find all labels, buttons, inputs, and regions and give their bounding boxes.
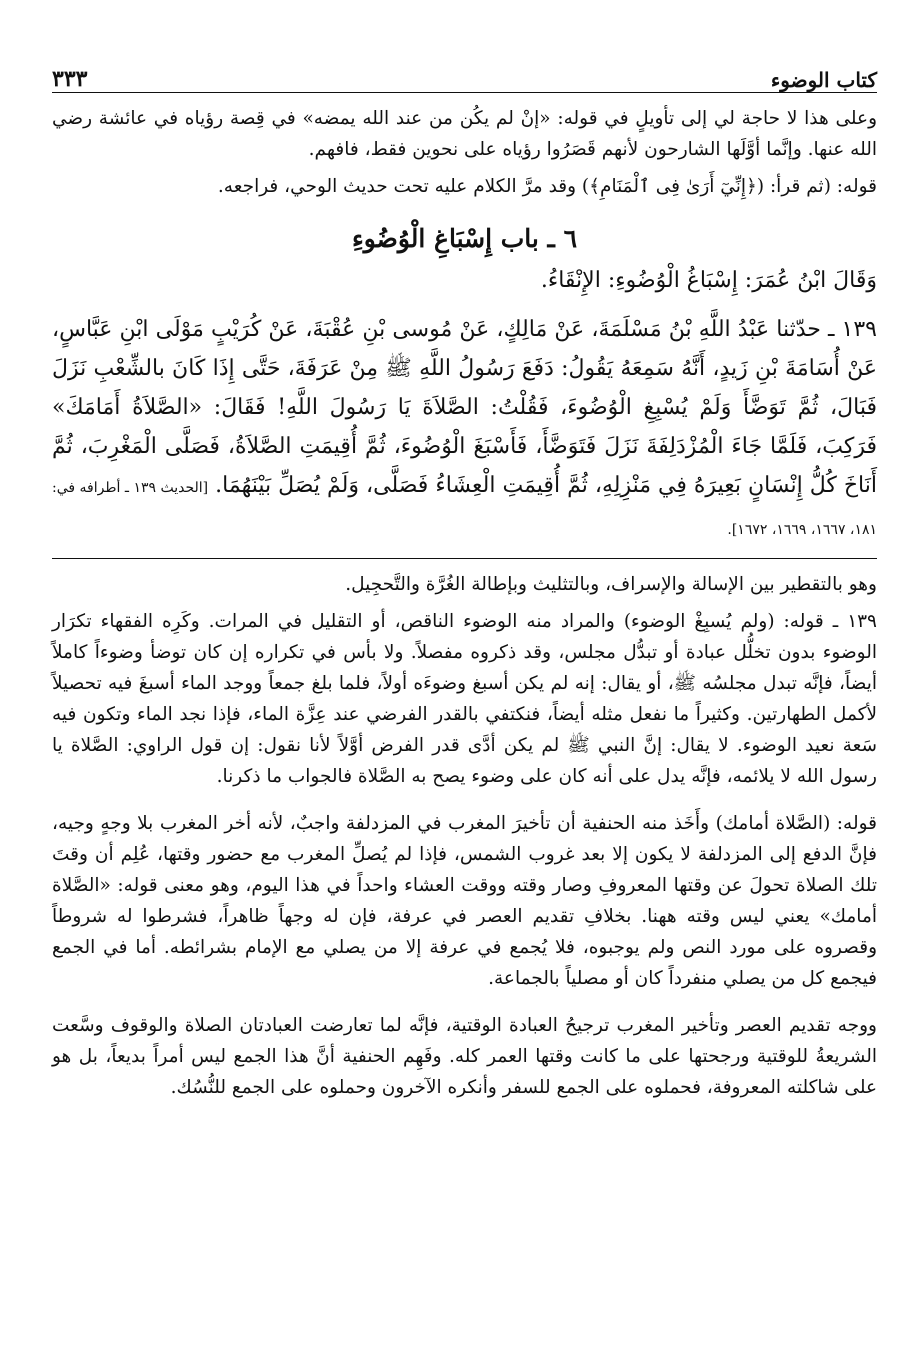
book-title: كتاب الوضوء (770, 68, 877, 92)
commentary-paragraph: ووجه تقديم العصر وتأخير المغرب ترجيحُ العبادة الوقتية، فإنَّه لما تعارضت العبادتان الصلاة والوقوف وسَّعت الشريعةُ للوقتية ورجحتها على ما كانت وقتها العمر كله. وفَهِم الحنفية أنَّ هذا الجمع ليس أمراً بديعاً، بل هو على شاكلته المعروفة، فحملوه على الجمع للسفر وأنكره الآخرون وحملوه على الجمع للنُّسُك. (52, 1015, 877, 1098)
commentary-paragraph: قوله: (ثم قرأ: (﴿إِنِّيٓ أَرَىٰ فِى ٱلْمَنَامِ﴾) وقد مرَّ الكلام عليه تحت حديث الوحي، فراجعه. (217, 176, 877, 197)
commentary-paragraph: وعلى هذا لا حاجة لي إلى تأويلٍ في قوله: «إنْ لم يكُن من عند الله يمضه» في قِصة رؤياه في عائشة رضي الله عنها. وإنَّما أوَّلَها الشارحون لأنهم قَصَرُوا رؤياه على نحوين فقط، فافهم. (52, 108, 877, 160)
hadith-text (52, 310, 877, 550)
hadith-reference: [الحديث ١٣٩ ـ أطرافه في: ١٨١، ١٦٦٧، ١٦٦٩، ١٦٧٢]. (52, 480, 877, 538)
running-header (52, 48, 877, 93)
commentary-paragraph: ١٣٩ ـ قوله: (ولم يُسبِغْ الوضوء) والمراد منه الوضوء الناقص، أو التقليل في المرات. وكَرِه الفقهاء تكرَار الوضوء بدون تخلُّل عبادة أو تبدُّل مجلس، وقد ذكروه مفصلاً. ولا بأس في تكراره إن كان توضأ وضوءاً كاملاً أيضاً، فإنَّه تبدل مجلسُه ﷺ، أو يقال: إنه لم يكن أسبغ وضوءَه أولاً، فلما بلغ جمعاً ووجد الماء أسبغَ فيه تحصيلاً لأكمل الطهارتين. وكثيراً ما نفعل مثله أيضاً، فنكتفي بالقدر الفرضي عند عِزَّة الماء، فإذا نجد الماء وتكون فيه سَعة نعيد الوضوء. لا يقال: إنَّ النبي ﷺ لم يكن أدَّى قدر الفرض أوَّلاً لأنا نقول: إن قول الراوي: الصَّلاة يا رسول الله لا يلائمه، فإنَّه يدل على أنه كان على وضوء يصح به الصَّلاة فالجواب ما ذكرنا. (52, 611, 877, 787)
chapter-heading: ٦ ـ باب إِسْبَاغِ الْوُضُوءِ (351, 224, 578, 253)
divider (52, 558, 877, 559)
commentary-paragraph: وهو بالتقطير بين الإسالة والإسراف، وبالتثليث وبإطالة الغُرَّة والتَّحجِيل. (345, 574, 877, 595)
page-number: ٣٣٣ (52, 66, 88, 92)
commentary-paragraph: قوله: (الصَّلاة أمامك) وأَخَذ منه الحنفية أن تأخيرَ المغرب في المزدلفة واجبٌ، لأنه أخر المغرب بلا وجهٍ وجيه، فإنَّ الدفع إلى المزدلفة لا يكون إلا بعد غروب الشمس، فإذا لم يُصلِّ المغرب مع حضور وقتها، عُلِم أن وقتَ تلك الصلاة تحولَ عن وقتها المعروفِ وصار وقته ووقت العشاء واحداً في هذا اليوم، وهو معنى قوله: «الصَّلاة أمامك» يعني ليس وقته ههنا. بخلافِ تقديم العصر في عرفة، فإن له وجهاً ظاهراً، فشرطوا له شروطاً وقصروه على مورد النص ولم يوجبوه، فلا يُجمع في عرفة إلا من يصلي مع الإمام بشرائطه. أما في الجمع فيجمع كل من يصلي منفرداً كان أو مصلياً بالجماعة. (52, 813, 877, 989)
hadith-body: ١٣٩ ـ حدّثنا عَبْدُ اللَّهِ بْنُ مَسْلَمَةَ، عَنْ مَالِكٍ، عَنْ مُوسى بْنِ عُقْبَةَ، عَنْ كُرَيْبٍ مَوْلَى ابْنِ عَبَّاسٍ، عَنْ أُسَامَةَ بْنِ زَيدٍ، أَنَّهُ سَمِعَهُ يَقُولُ: دَفَعَ رَسُولُ اللَّهِ ﷺ مِنْ عَرَفَةَ، حَتَّى إِذَا كَانَ بالشِّعْبِ نَزَلَ فَبَالَ، ثُمَّ تَوَضَّأَ وَلَمْ يُسْبِغِ الْوُضُوءَ، فَقُلْتُ: الصَّلاَةَ يَا رَسُولَ اللَّهِ! فَقَالَ: «الصَّلاَةُ أَمَامَكَ» فَرَكِبَ، فَلَمَّا جَاءَ الْمُزْدَلِفَةَ نَزَلَ فَتَوَضَّأَ، فَأَسْبَغَ الْوُضُوءَ، ثُمَّ أُقِيمَتِ الصَّلاَةُ، فَصَلَّى الْمَغْرِبَ، ثُمَّ أَنَاخَ كُلُّ إِنْسَانٍ بَعِيرَهُ فِي مَنْزِلِهِ، ثُمَّ أُقِيمَتِ الْعِشَاءُ فَصَلَّى، وَلَمْ يُصَلِّ بَيْنَهُمَا. (52, 317, 877, 498)
athar-text: وَقَالَ ابْنُ عُمَرَ: إِسْبَاغُ الْوُضُوءِ: الإِنْقَاءُ. (540, 268, 877, 293)
